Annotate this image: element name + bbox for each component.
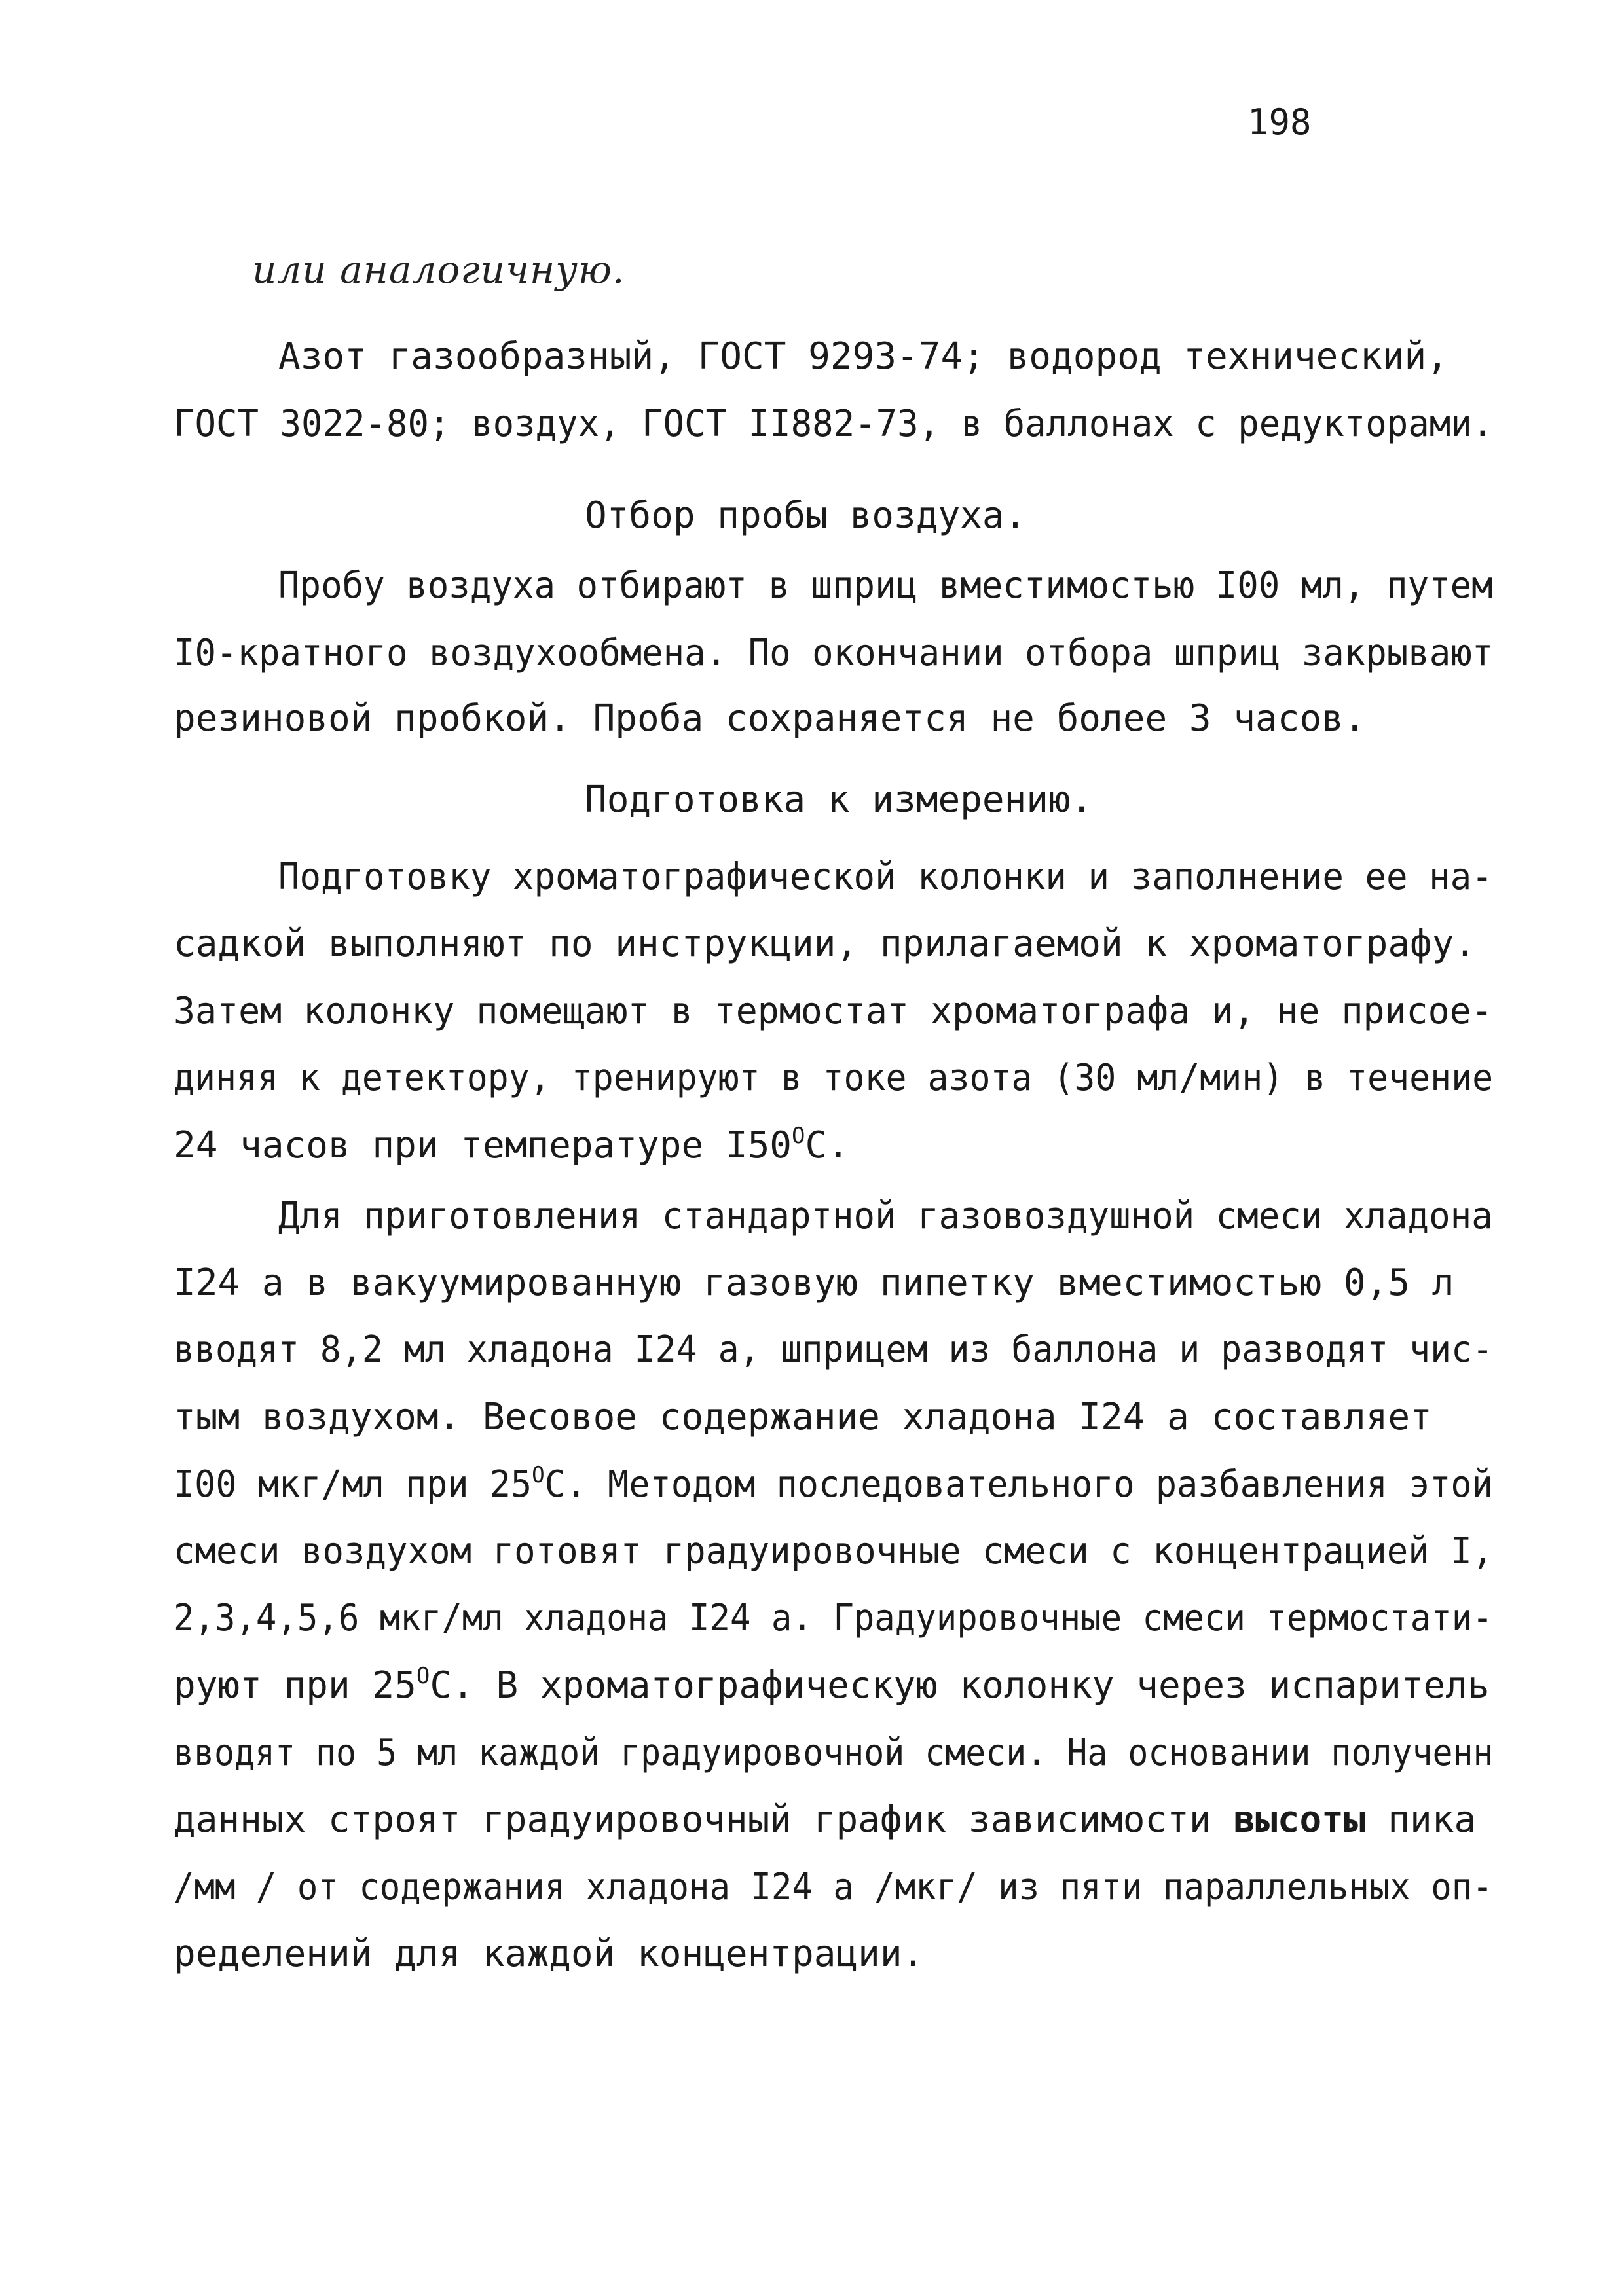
text-line bbox=[0, 1787, 1624, 1853]
line-text: I0-кратного воздухообмена. По окончании отбора шприц закрывают bbox=[174, 632, 1494, 674]
line-text: Затем колонку помещают в термостат хроматографа и, не присое- bbox=[174, 990, 1493, 1032]
section-heading bbox=[0, 767, 1624, 833]
text-line bbox=[0, 1855, 1624, 1920]
text-line bbox=[0, 911, 1624, 977]
line-text: ГОСТ 3022-80; воздух, ГОСТ II882-73, в баллонах с редукторами. bbox=[174, 403, 1494, 445]
heading-text: Подготовка к измерению. bbox=[585, 778, 1093, 821]
line-text: резиновой пробкой. Проба сохраняется не более 3 часов. bbox=[174, 697, 1366, 740]
heading-text: Отбор пробы воздуха. bbox=[585, 494, 1027, 537]
line-text: Пробу воздуха отбирают в шприц вместимостью I00 мл, путем bbox=[278, 564, 1493, 607]
bold-word: высоты bbox=[1233, 1798, 1366, 1841]
line-text: ределений для каждой концентрации. bbox=[174, 1933, 925, 1975]
text-line bbox=[0, 324, 1624, 390]
section-heading bbox=[0, 483, 1624, 549]
line-text: Для приготовления стандартной газовоздушной смеси хладона bbox=[278, 1195, 1493, 1237]
text-line bbox=[0, 1586, 1624, 1651]
text-line bbox=[0, 979, 1624, 1044]
line-text-after: C. В хроматографическую колонку через испаритель bbox=[430, 1664, 1490, 1707]
line-text: I24 а в вакуумированную газовую пипетку вместимостью 0,5 л bbox=[174, 1262, 1454, 1304]
line-text-with-superscript bbox=[174, 1653, 1490, 1719]
text-line bbox=[0, 1653, 1624, 1719]
line-text: Подготовку хроматографической колонки и заполнение ее на- bbox=[278, 856, 1493, 898]
text-line bbox=[0, 1721, 1624, 1786]
line-text: тым воздухом. Весовое содержание хладона I24 а составляет bbox=[174, 1396, 1432, 1438]
line-text: 2,3,4,5,6 мкг/мл хладона I24 а. Градуировочные смеси термостати- bbox=[174, 1597, 1493, 1639]
line-text-with-superscript bbox=[174, 1452, 1493, 1518]
degree-superscript: O bbox=[532, 1462, 545, 1488]
line-text: садкой выполняют по инструкции, прилагаемой к хроматографу. bbox=[174, 922, 1477, 965]
text-line bbox=[0, 621, 1624, 686]
degree-superscript: O bbox=[416, 1663, 430, 1689]
page-number: 198 bbox=[1247, 101, 1312, 143]
text-line bbox=[0, 392, 1624, 457]
text-line bbox=[0, 1113, 1624, 1178]
text-line bbox=[0, 1452, 1624, 1518]
line-text-after: C. Методом последовательного разбавления этой bbox=[544, 1463, 1493, 1506]
text-line bbox=[0, 1184, 1624, 1249]
line-text: вводят по 5 мл каждой градуировочной смеси. На основании полученн bbox=[174, 1732, 1494, 1774]
line-text: Азот газообразный, ГОСТ 9293-74; водород технический, bbox=[278, 335, 1449, 378]
line-text-before: данных строят градуировочный график зависимости bbox=[174, 1798, 1234, 1841]
line-text-after: C. bbox=[805, 1124, 849, 1167]
degree-superscript: O bbox=[792, 1123, 805, 1149]
text-line bbox=[0, 1317, 1624, 1383]
line-text-with-superscript bbox=[174, 1113, 849, 1178]
line-text-with-bold bbox=[174, 1787, 1476, 1853]
line-text: вводят 8,2 мл хладона I24 а, шприцем из баллона и разводят чис- bbox=[174, 1328, 1494, 1371]
line-text: смеси воздухом готовят градуировочные смеси с концентрацией I, bbox=[174, 1530, 1494, 1573]
text-line bbox=[0, 1519, 1624, 1584]
line-text: диняя к детектору, тренируют в токе азота (30 мл/мин) в течение bbox=[174, 1057, 1494, 1099]
text-line bbox=[0, 686, 1624, 752]
line-text-before: руют при 25 bbox=[174, 1664, 416, 1707]
line-text: /мм / от содержания хладона I24 а /мкг/ из пяти параллельных оп- bbox=[174, 1866, 1493, 1908]
text-line bbox=[0, 1922, 1624, 1987]
text-line bbox=[0, 1046, 1624, 1111]
text-line bbox=[0, 1385, 1624, 1450]
line-text-after: пика bbox=[1365, 1798, 1477, 1841]
line-text-before: I00 мкг/мл при 25 bbox=[174, 1463, 532, 1506]
text-line bbox=[0, 845, 1624, 910]
text-line bbox=[0, 1250, 1624, 1316]
text-line bbox=[0, 553, 1624, 619]
line-text-before: 24 часов при температуре I50 bbox=[174, 1124, 792, 1167]
handwritten-note: или аналогичную. bbox=[252, 247, 625, 292]
